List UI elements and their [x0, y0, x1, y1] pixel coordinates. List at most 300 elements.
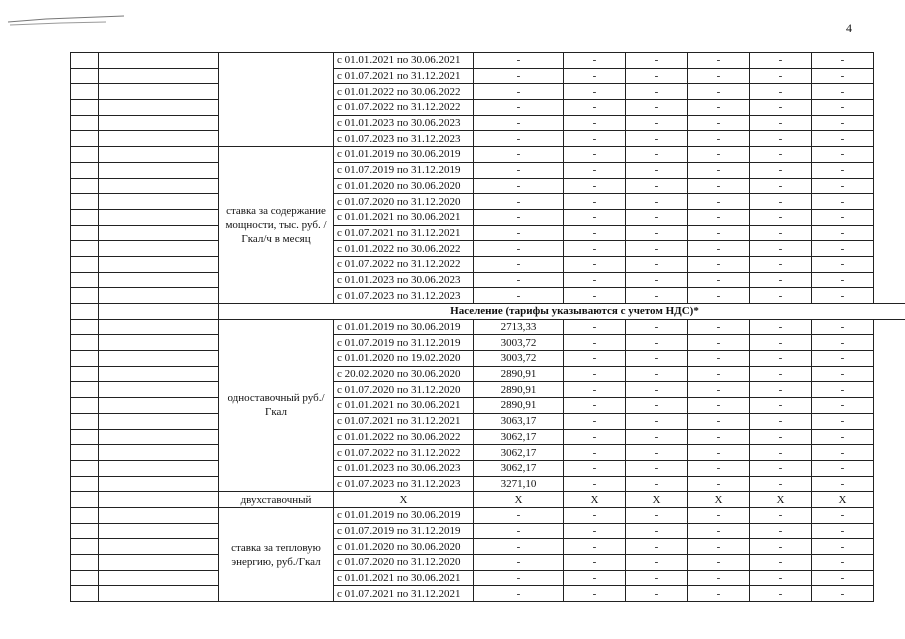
- value-cell: -: [750, 570, 812, 586]
- period-cell: с 01.01.2019 по 30.06.2019: [334, 507, 474, 523]
- index-cell: [71, 100, 99, 116]
- table-row: [71, 366, 905, 382]
- value-cell: -: [688, 162, 750, 178]
- value-cell: 3271,10: [474, 476, 564, 492]
- value-cell: -: [750, 178, 812, 194]
- group-label-cell: одноставочный руб./Гкал: [219, 319, 334, 492]
- table-row: [71, 460, 905, 476]
- table-row: [71, 225, 905, 241]
- name-cell: [99, 100, 219, 116]
- period-cell: с 01.07.2022 по 31.12.2022: [334, 445, 474, 461]
- table-row: [71, 351, 905, 367]
- value-cell: -: [474, 241, 564, 257]
- value-cell: X: [334, 492, 474, 508]
- value-cell: -: [750, 429, 812, 445]
- name-cell: [99, 53, 219, 69]
- name-cell: [99, 460, 219, 476]
- value-cell: -: [564, 570, 626, 586]
- value-cell: -: [626, 586, 688, 602]
- name-cell: [99, 272, 219, 288]
- period-cell: с 01.01.2022 по 30.06.2022: [334, 429, 474, 445]
- index-cell: [71, 115, 99, 131]
- table-row: [71, 413, 905, 429]
- table-row: [71, 429, 905, 445]
- value-cell: -: [626, 84, 688, 100]
- period-cell: с 01.07.2022 по 31.12.2022: [334, 256, 474, 272]
- period-cell: с 01.07.2023 по 31.12.2023: [334, 288, 474, 304]
- name-cell: [99, 445, 219, 461]
- index-cell: [71, 53, 99, 69]
- name-cell: [99, 84, 219, 100]
- name-cell: [99, 288, 219, 304]
- value-cell: -: [688, 570, 750, 586]
- table-row: [71, 586, 905, 602]
- period-cell: с 01.01.2023 по 30.06.2023: [334, 460, 474, 476]
- index-cell: [71, 272, 99, 288]
- name-cell: [99, 523, 219, 539]
- period-cell: с 01.07.2020 по 31.12.2020: [334, 555, 474, 571]
- value-cell: -: [750, 272, 812, 288]
- index-cell: [71, 131, 99, 147]
- period-cell: с 01.01.2023 по 30.06.2023: [334, 115, 474, 131]
- value-cell: 2890,91: [474, 366, 564, 382]
- value-cell: -: [564, 53, 626, 69]
- period-cell: с 01.01.2020 по 30.06.2020: [334, 178, 474, 194]
- index-cell: [71, 335, 99, 351]
- table-row: [71, 570, 905, 586]
- value-cell: -: [626, 460, 688, 476]
- value-cell: -: [688, 539, 750, 555]
- period-cell: с 01.01.2022 по 30.06.2022: [334, 241, 474, 257]
- index-cell: [71, 507, 99, 523]
- index-cell: [71, 539, 99, 555]
- value-cell: -: [688, 586, 750, 602]
- value-cell: -: [750, 476, 812, 492]
- value-cell: -: [812, 100, 874, 116]
- value-cell: -: [474, 272, 564, 288]
- table-row: [71, 445, 905, 461]
- name-cell: [99, 366, 219, 382]
- value-cell: 2713,33: [474, 319, 564, 335]
- name-cell: [99, 115, 219, 131]
- value-cell: -: [750, 366, 812, 382]
- value-cell: -: [688, 272, 750, 288]
- index-cell: [71, 476, 99, 492]
- period-cell: с 01.01.2019 по 30.06.2019: [334, 319, 474, 335]
- value-cell: -: [812, 413, 874, 429]
- table-row: [71, 523, 905, 539]
- value-cell: -: [626, 366, 688, 382]
- table-row: [71, 131, 905, 147]
- value-cell: -: [626, 225, 688, 241]
- value-cell: -: [688, 413, 750, 429]
- value-cell: -: [750, 209, 812, 225]
- table-row: [71, 194, 905, 210]
- index-cell: [71, 147, 99, 163]
- value-cell: -: [564, 272, 626, 288]
- name-cell: [99, 398, 219, 414]
- value-cell: -: [564, 194, 626, 210]
- value-cell: -: [564, 382, 626, 398]
- table-row: [71, 53, 905, 69]
- page-number: 4: [846, 21, 852, 35]
- value-cell: -: [750, 194, 812, 210]
- index-cell: [71, 241, 99, 257]
- value-cell: -: [564, 115, 626, 131]
- value-cell: -: [812, 288, 874, 304]
- value-cell: -: [564, 256, 626, 272]
- value-cell: -: [688, 53, 750, 69]
- value-cell: -: [474, 162, 564, 178]
- value-cell: -: [750, 413, 812, 429]
- period-cell: с 01.01.2021 по 30.06.2021: [334, 53, 474, 69]
- index-cell: [71, 555, 99, 571]
- value-cell: -: [812, 460, 874, 476]
- value-cell: -: [688, 445, 750, 461]
- table-row: [71, 147, 905, 163]
- value-cell: -: [564, 398, 626, 414]
- value-cell: -: [812, 225, 874, 241]
- value-cell: -: [626, 429, 688, 445]
- name-cell: [99, 492, 219, 508]
- value-cell: -: [812, 147, 874, 163]
- value-cell: -: [750, 68, 812, 84]
- value-cell: -: [564, 476, 626, 492]
- value-cell: -: [750, 382, 812, 398]
- period-cell: с 01.01.2020 по 19.02.2020: [334, 351, 474, 367]
- table-row: [71, 288, 905, 304]
- index-cell: [71, 586, 99, 602]
- value-cell: -: [688, 68, 750, 84]
- value-cell: -: [812, 209, 874, 225]
- value-cell: -: [750, 100, 812, 116]
- value-cell: -: [474, 194, 564, 210]
- value-cell: -: [812, 115, 874, 131]
- value-cell: -: [626, 272, 688, 288]
- name-cell: [99, 555, 219, 571]
- value-cell: -: [750, 147, 812, 163]
- value-cell: -: [564, 100, 626, 116]
- value-cell: 3003,72: [474, 335, 564, 351]
- value-cell: -: [626, 115, 688, 131]
- table-row: [71, 335, 905, 351]
- tariff-table: [70, 52, 905, 602]
- value-cell: -: [626, 209, 688, 225]
- value-cell: -: [626, 147, 688, 163]
- value-cell: -: [688, 366, 750, 382]
- table-row: [71, 272, 905, 288]
- value-cell: -: [750, 445, 812, 461]
- value-cell: -: [812, 335, 874, 351]
- value-cell: 3003,72: [474, 351, 564, 367]
- value-cell: -: [688, 178, 750, 194]
- group-label-cell: ставка за содержание мощности, тыс. руб. /Гкал/ч в месяц: [219, 147, 334, 304]
- index-cell: [71, 225, 99, 241]
- value-cell: -: [474, 68, 564, 84]
- period-cell: с 01.07.2020 по 31.12.2020: [334, 382, 474, 398]
- value-cell: -: [688, 288, 750, 304]
- value-cell: -: [564, 445, 626, 461]
- value-cell: -: [688, 194, 750, 210]
- index-cell: [71, 429, 99, 445]
- value-cell: -: [626, 68, 688, 84]
- value-cell: -: [688, 209, 750, 225]
- value-cell: -: [688, 460, 750, 476]
- value-cell: -: [564, 147, 626, 163]
- value-cell: -: [812, 366, 874, 382]
- value-cell: -: [750, 115, 812, 131]
- value-cell: -: [750, 335, 812, 351]
- value-cell: -: [626, 100, 688, 116]
- value-cell: -: [812, 398, 874, 414]
- table-row: [71, 555, 905, 571]
- period-cell: с 01.07.2022 по 31.12.2022: [334, 100, 474, 116]
- value-cell: -: [688, 335, 750, 351]
- name-cell: [99, 570, 219, 586]
- value-cell: -: [626, 539, 688, 555]
- value-cell: -: [564, 413, 626, 429]
- value-cell: -: [564, 335, 626, 351]
- value-cell: -: [626, 382, 688, 398]
- value-cell: -: [688, 256, 750, 272]
- index-cell: [71, 68, 99, 84]
- value-cell: -: [812, 539, 874, 555]
- value-cell: -: [688, 523, 750, 539]
- value-cell: -: [626, 555, 688, 571]
- value-cell: -: [812, 241, 874, 257]
- value-cell: 3063,17: [474, 413, 564, 429]
- value-cell: -: [626, 570, 688, 586]
- period-cell: с 01.01.2021 по 30.06.2021: [334, 209, 474, 225]
- value-cell: -: [812, 555, 874, 571]
- table-row: [71, 256, 905, 272]
- value-cell: 2890,91: [474, 398, 564, 414]
- name-cell: [99, 256, 219, 272]
- value-cell: -: [626, 288, 688, 304]
- index-cell: [71, 413, 99, 429]
- value-cell: -: [688, 382, 750, 398]
- value-cell: -: [688, 84, 750, 100]
- value-cell: -: [474, 570, 564, 586]
- value-cell: -: [564, 507, 626, 523]
- value-cell: -: [626, 241, 688, 257]
- value-cell: -: [474, 53, 564, 69]
- value-cell: -: [564, 225, 626, 241]
- value-cell: -: [474, 507, 564, 523]
- value-cell: -: [474, 288, 564, 304]
- value-cell: X: [750, 492, 812, 508]
- value-cell: -: [750, 256, 812, 272]
- index-cell: [71, 178, 99, 194]
- value-cell: -: [626, 413, 688, 429]
- value-cell: -: [812, 131, 874, 147]
- period-cell: с 01.01.2019 по 30.06.2019: [334, 147, 474, 163]
- value-cell: X: [564, 492, 626, 508]
- name-cell: [99, 335, 219, 351]
- value-cell: -: [812, 429, 874, 445]
- value-cell: -: [750, 507, 812, 523]
- value-cell: -: [688, 476, 750, 492]
- name-cell: [99, 382, 219, 398]
- group-label-cell: ставка за тепловую энергию, руб./Гкал: [219, 507, 334, 601]
- period-cell: с 01.07.2019 по 31.12.2019: [334, 162, 474, 178]
- value-cell: -: [688, 225, 750, 241]
- index-cell: [71, 288, 99, 304]
- value-cell: 3062,17: [474, 429, 564, 445]
- group-label-cell: двухставочный: [219, 492, 334, 508]
- table-row: [71, 507, 905, 523]
- value-cell: 2890,91: [474, 382, 564, 398]
- table-row: [71, 100, 905, 116]
- value-cell: -: [750, 131, 812, 147]
- value-cell: -: [812, 68, 874, 84]
- period-cell: с 01.07.2023 по 31.12.2023: [334, 476, 474, 492]
- value-cell: -: [626, 178, 688, 194]
- value-cell: -: [750, 225, 812, 241]
- period-cell: с 01.07.2021 по 31.12.2021: [334, 413, 474, 429]
- table-row: [71, 319, 905, 335]
- value-cell: -: [474, 131, 564, 147]
- value-cell: -: [750, 351, 812, 367]
- value-cell: -: [474, 115, 564, 131]
- value-cell: -: [812, 162, 874, 178]
- scan-smudge-mark: [6, 10, 126, 28]
- period-cell: с 20.02.2020 по 30.06.2020: [334, 366, 474, 382]
- name-cell: [99, 476, 219, 492]
- index-cell: [71, 445, 99, 461]
- value-cell: -: [812, 523, 874, 539]
- value-cell: -: [626, 507, 688, 523]
- value-cell: -: [564, 162, 626, 178]
- table-row: [71, 241, 905, 257]
- period-cell: с 01.01.2022 по 30.06.2022: [334, 84, 474, 100]
- value-cell: -: [564, 241, 626, 257]
- name-cell: [99, 209, 219, 225]
- name-cell: [99, 586, 219, 602]
- value-cell: -: [812, 445, 874, 461]
- value-cell: X: [626, 492, 688, 508]
- value-cell: -: [688, 147, 750, 163]
- table-row: [71, 162, 905, 178]
- index-cell: [71, 523, 99, 539]
- value-cell: -: [812, 178, 874, 194]
- value-cell: -: [474, 100, 564, 116]
- table-row: [71, 115, 905, 131]
- value-cell: -: [474, 225, 564, 241]
- value-cell: -: [812, 84, 874, 100]
- index-cell: [71, 398, 99, 414]
- value-cell: 3062,17: [474, 460, 564, 476]
- index-cell: [71, 256, 99, 272]
- value-cell: -: [474, 178, 564, 194]
- value-cell: -: [688, 319, 750, 335]
- index-cell: [71, 194, 99, 210]
- value-cell: -: [564, 68, 626, 84]
- section-title: Население (тарифы указываются с учетом НДС)*: [219, 304, 905, 320]
- index-cell: [71, 209, 99, 225]
- period-cell: с 01.07.2020 по 31.12.2020: [334, 194, 474, 210]
- name-cell: [99, 162, 219, 178]
- value-cell: -: [474, 84, 564, 100]
- value-cell: -: [688, 100, 750, 116]
- value-cell: -: [812, 53, 874, 69]
- value-cell: -: [688, 555, 750, 571]
- value-cell: -: [626, 319, 688, 335]
- table-row: [71, 476, 905, 492]
- value-cell: -: [564, 84, 626, 100]
- name-cell: [99, 351, 219, 367]
- value-cell: -: [564, 586, 626, 602]
- period-cell: с 01.07.2019 по 31.12.2019: [334, 523, 474, 539]
- value-cell: -: [688, 429, 750, 445]
- index-cell: [71, 366, 99, 382]
- value-cell: -: [750, 162, 812, 178]
- name-cell: [99, 539, 219, 555]
- value-cell: -: [750, 241, 812, 257]
- value-cell: -: [564, 555, 626, 571]
- period-cell: с 01.07.2021 по 31.12.2021: [334, 586, 474, 602]
- table-row: [71, 492, 905, 508]
- group-label-cell: [219, 53, 334, 147]
- value-cell: -: [564, 209, 626, 225]
- value-cell: -: [564, 178, 626, 194]
- value-cell: -: [626, 445, 688, 461]
- value-cell: -: [750, 398, 812, 414]
- value-cell: -: [626, 335, 688, 351]
- value-cell: X: [812, 492, 874, 508]
- period-cell: с 01.07.2021 по 31.12.2021: [334, 225, 474, 241]
- table-row: [71, 398, 905, 414]
- value-cell: -: [626, 476, 688, 492]
- value-cell: -: [626, 53, 688, 69]
- index-cell: [71, 492, 99, 508]
- value-cell: -: [564, 460, 626, 476]
- value-cell: -: [750, 555, 812, 571]
- period-cell: с 01.07.2019 по 31.12.2019: [334, 335, 474, 351]
- value-cell: -: [688, 115, 750, 131]
- period-cell: с 01.01.2020 по 30.06.2020: [334, 539, 474, 555]
- value-cell: -: [474, 523, 564, 539]
- table-row: [71, 209, 905, 225]
- value-cell: -: [626, 256, 688, 272]
- value-cell: -: [750, 586, 812, 602]
- value-cell: -: [626, 162, 688, 178]
- value-cell: -: [474, 586, 564, 602]
- value-cell: -: [626, 351, 688, 367]
- value-cell: -: [812, 272, 874, 288]
- index-cell: [71, 162, 99, 178]
- table-row: [71, 178, 905, 194]
- value-cell: -: [750, 523, 812, 539]
- value-cell: -: [626, 131, 688, 147]
- index-cell: [71, 319, 99, 335]
- value-cell: -: [688, 131, 750, 147]
- value-cell: -: [564, 319, 626, 335]
- value-cell: -: [688, 398, 750, 414]
- value-cell: -: [750, 460, 812, 476]
- table-body: [71, 53, 905, 602]
- value-cell: -: [626, 523, 688, 539]
- name-cell: [99, 429, 219, 445]
- value-cell: -: [812, 256, 874, 272]
- value-cell: -: [688, 241, 750, 257]
- value-cell: -: [626, 398, 688, 414]
- index-cell: [71, 460, 99, 476]
- value-cell: -: [812, 351, 874, 367]
- value-cell: -: [564, 288, 626, 304]
- value-cell: -: [474, 147, 564, 163]
- value-cell: -: [812, 194, 874, 210]
